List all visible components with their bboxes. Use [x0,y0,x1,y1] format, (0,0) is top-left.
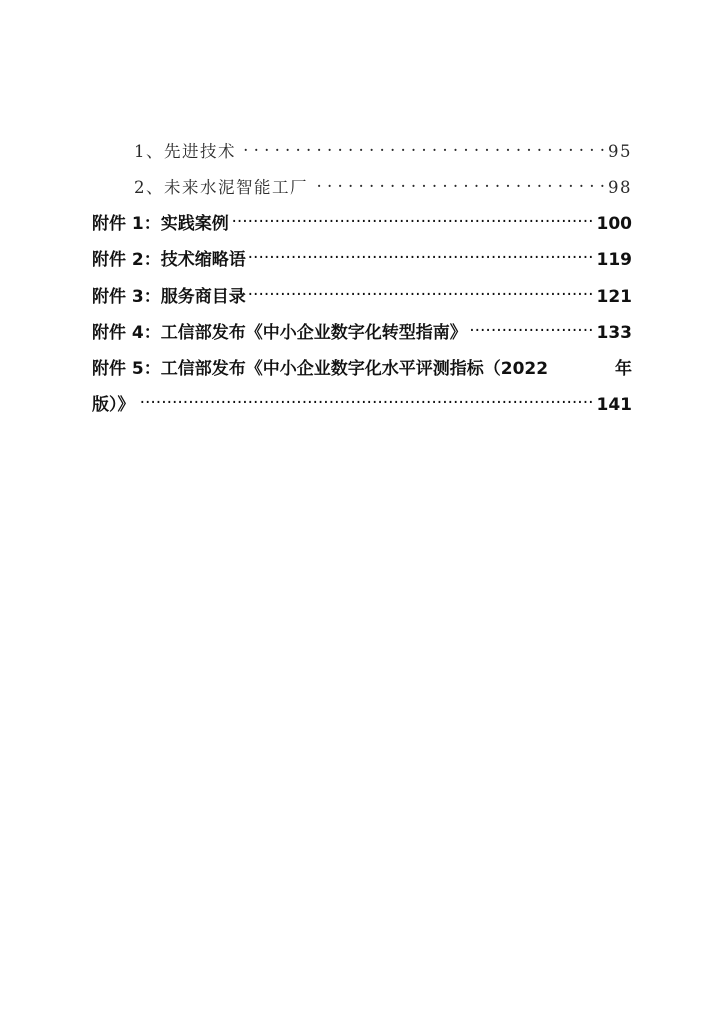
toc-entry-title: 附件 1：实践案例 [92,214,229,234]
dot-leader [138,393,594,410]
toc-entry-title: 版）》 [92,395,135,415]
toc-entry-title: 2、未来水泥智能工厂 [134,178,308,197]
toc-entry-title: 附件 4：工信部发布《中小企业数字化转型指南》 [92,323,467,343]
toc-entry-title: 附件 3：服务商目录 [92,287,246,307]
toc-entry-advanced-technology[interactable] [92,138,632,162]
toc-entry-title: 附件 5：工信部发布《中小企业数字化水平评测指标（2022 [92,359,549,379]
dot-leader [239,141,605,158]
toc-entry-page: 100 [596,214,632,234]
toc-entry-page: 95 [608,142,632,161]
dot-leader [249,248,594,265]
toc-entry-future-cement-factory[interactable] [92,174,632,198]
toc-entry-page: 121 [596,287,632,307]
toc-entry-page: 98 [608,178,632,197]
toc-entry-page: 141 [596,395,632,415]
dot-leader [249,285,594,302]
toc-entry-appendix-5-line1[interactable] [92,354,632,379]
toc-entry-title-tail: 年 [615,359,632,379]
toc-entry-appendix-1[interactable] [92,209,632,234]
dot-leader [470,321,594,338]
toc-entry-appendix-3[interactable] [92,282,632,307]
toc-entry-title: 附件 2：技术缩略语 [92,250,246,270]
toc-entry-appendix-4[interactable] [92,318,632,343]
toc-entry-page: 119 [596,250,632,270]
toc-entry-page: 133 [596,323,632,343]
dot-leader [232,212,594,229]
toc-entry-appendix-2[interactable] [92,245,632,270]
toc-entry-appendix-5-line2[interactable] [92,390,632,415]
dot-leader [311,177,605,194]
toc-entry-title: 1、先进技术 [134,142,236,161]
